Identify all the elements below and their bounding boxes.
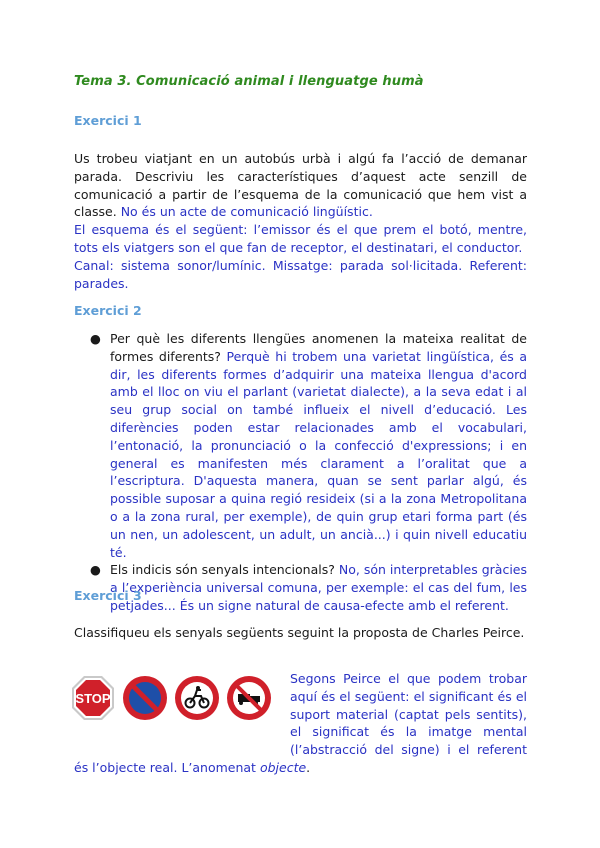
exercise1-heading: Exercici 1 bbox=[74, 113, 142, 128]
exercise1-question: Us trobeu viatjant en un autobús urbà i algú fa l’acció de demanar parada. Descriviu les característiques d’aquest acte senzill de comunicació a partir de l’esquema de la comunicació que hem vist a classe. bbox=[74, 151, 527, 220]
list-item bbox=[74, 561, 527, 614]
exercise2-heading: Exercici 2 bbox=[74, 303, 142, 318]
list-item bbox=[74, 330, 527, 561]
exercise3-heading: Exercici 3 bbox=[74, 588, 142, 603]
exercise1-answer-scheme: El esquema és el següent: l’emissor és el que prem el botó, mentre, tots els viatgers son el que fan de receptor, el destinatari, el conductor. bbox=[74, 222, 527, 255]
bullet-icon: ● bbox=[90, 331, 101, 346]
exercise1-body bbox=[74, 150, 527, 292]
exercise3-answer bbox=[74, 670, 527, 777]
bullet-icon: ● bbox=[90, 562, 101, 578]
exercise2-answer-2: No, són interpretables gràcies a l’experiència universal comuna, per exemple: el cas del fum, les petjades... És un signe natural de causa-efecte amb el referent. bbox=[110, 562, 527, 613]
exercise3-intro: Classifiqueu els senyals següents seguint la proposta de Charles Peirce. bbox=[74, 625, 525, 640]
exercise2-answer-1: Perquè hi trobem una varietat lingüística, és a dir, les diferents formes d’adquirir una mateixa llengua d'acord amb el lloc on viu el parlant (varietat dialecte), a la seva edat i al seu grup social on també influeix el nivell d’educació. Les diferències poden estar relacionades amb el vocabulari, l’entonació, la pronunciació o la confecció d'expressions; i en general es manifesten més clarament a l’oralitat que a l’escriptura. D'aquesta manera, quan se sent parlar algú, és possible suposar a quina regió resideix (si a la zona Metropolitana o a la zona rural, per exemple), de quin grup etari forma part (és un nen, un adolescent, un adult, un ancià...) i quin nivell educatiu té. bbox=[110, 348, 527, 560]
exercise2-list bbox=[74, 330, 527, 615]
exercise2-question-1: Per què les diferents llengües anomenen la mateixa realitat de formes diferents? bbox=[110, 331, 527, 364]
exercise1-answer-inline: No és un acte de comunicació lingüístic. bbox=[120, 204, 373, 220]
exercise3-answer-main: Segons Peirce el que podem trobar aquí és el següent: el significant és el suport material (captat pels sentits), el significat és la imatge mental (l’abstracció del signe) i el referent és l’objecte real. L’anomenat bbox=[74, 671, 527, 775]
exercise3-answer-end: . bbox=[306, 759, 311, 775]
exercise1-question-paragraph bbox=[74, 150, 527, 221]
exercise2-question-2: Els indicis són senyals intencionals? bbox=[110, 562, 335, 578]
stop-sign-text: STOP bbox=[75, 691, 111, 706]
page-title: Tema 3. Comunicació animal i llenguatge humà bbox=[74, 74, 424, 89]
exercise1-answer-elements: Canal: sistema sonor/lumínic. Missatge: parada sol·licitada. Referent: parades. bbox=[74, 257, 527, 291]
exercise3-answer-italic: objecte bbox=[259, 759, 307, 775]
